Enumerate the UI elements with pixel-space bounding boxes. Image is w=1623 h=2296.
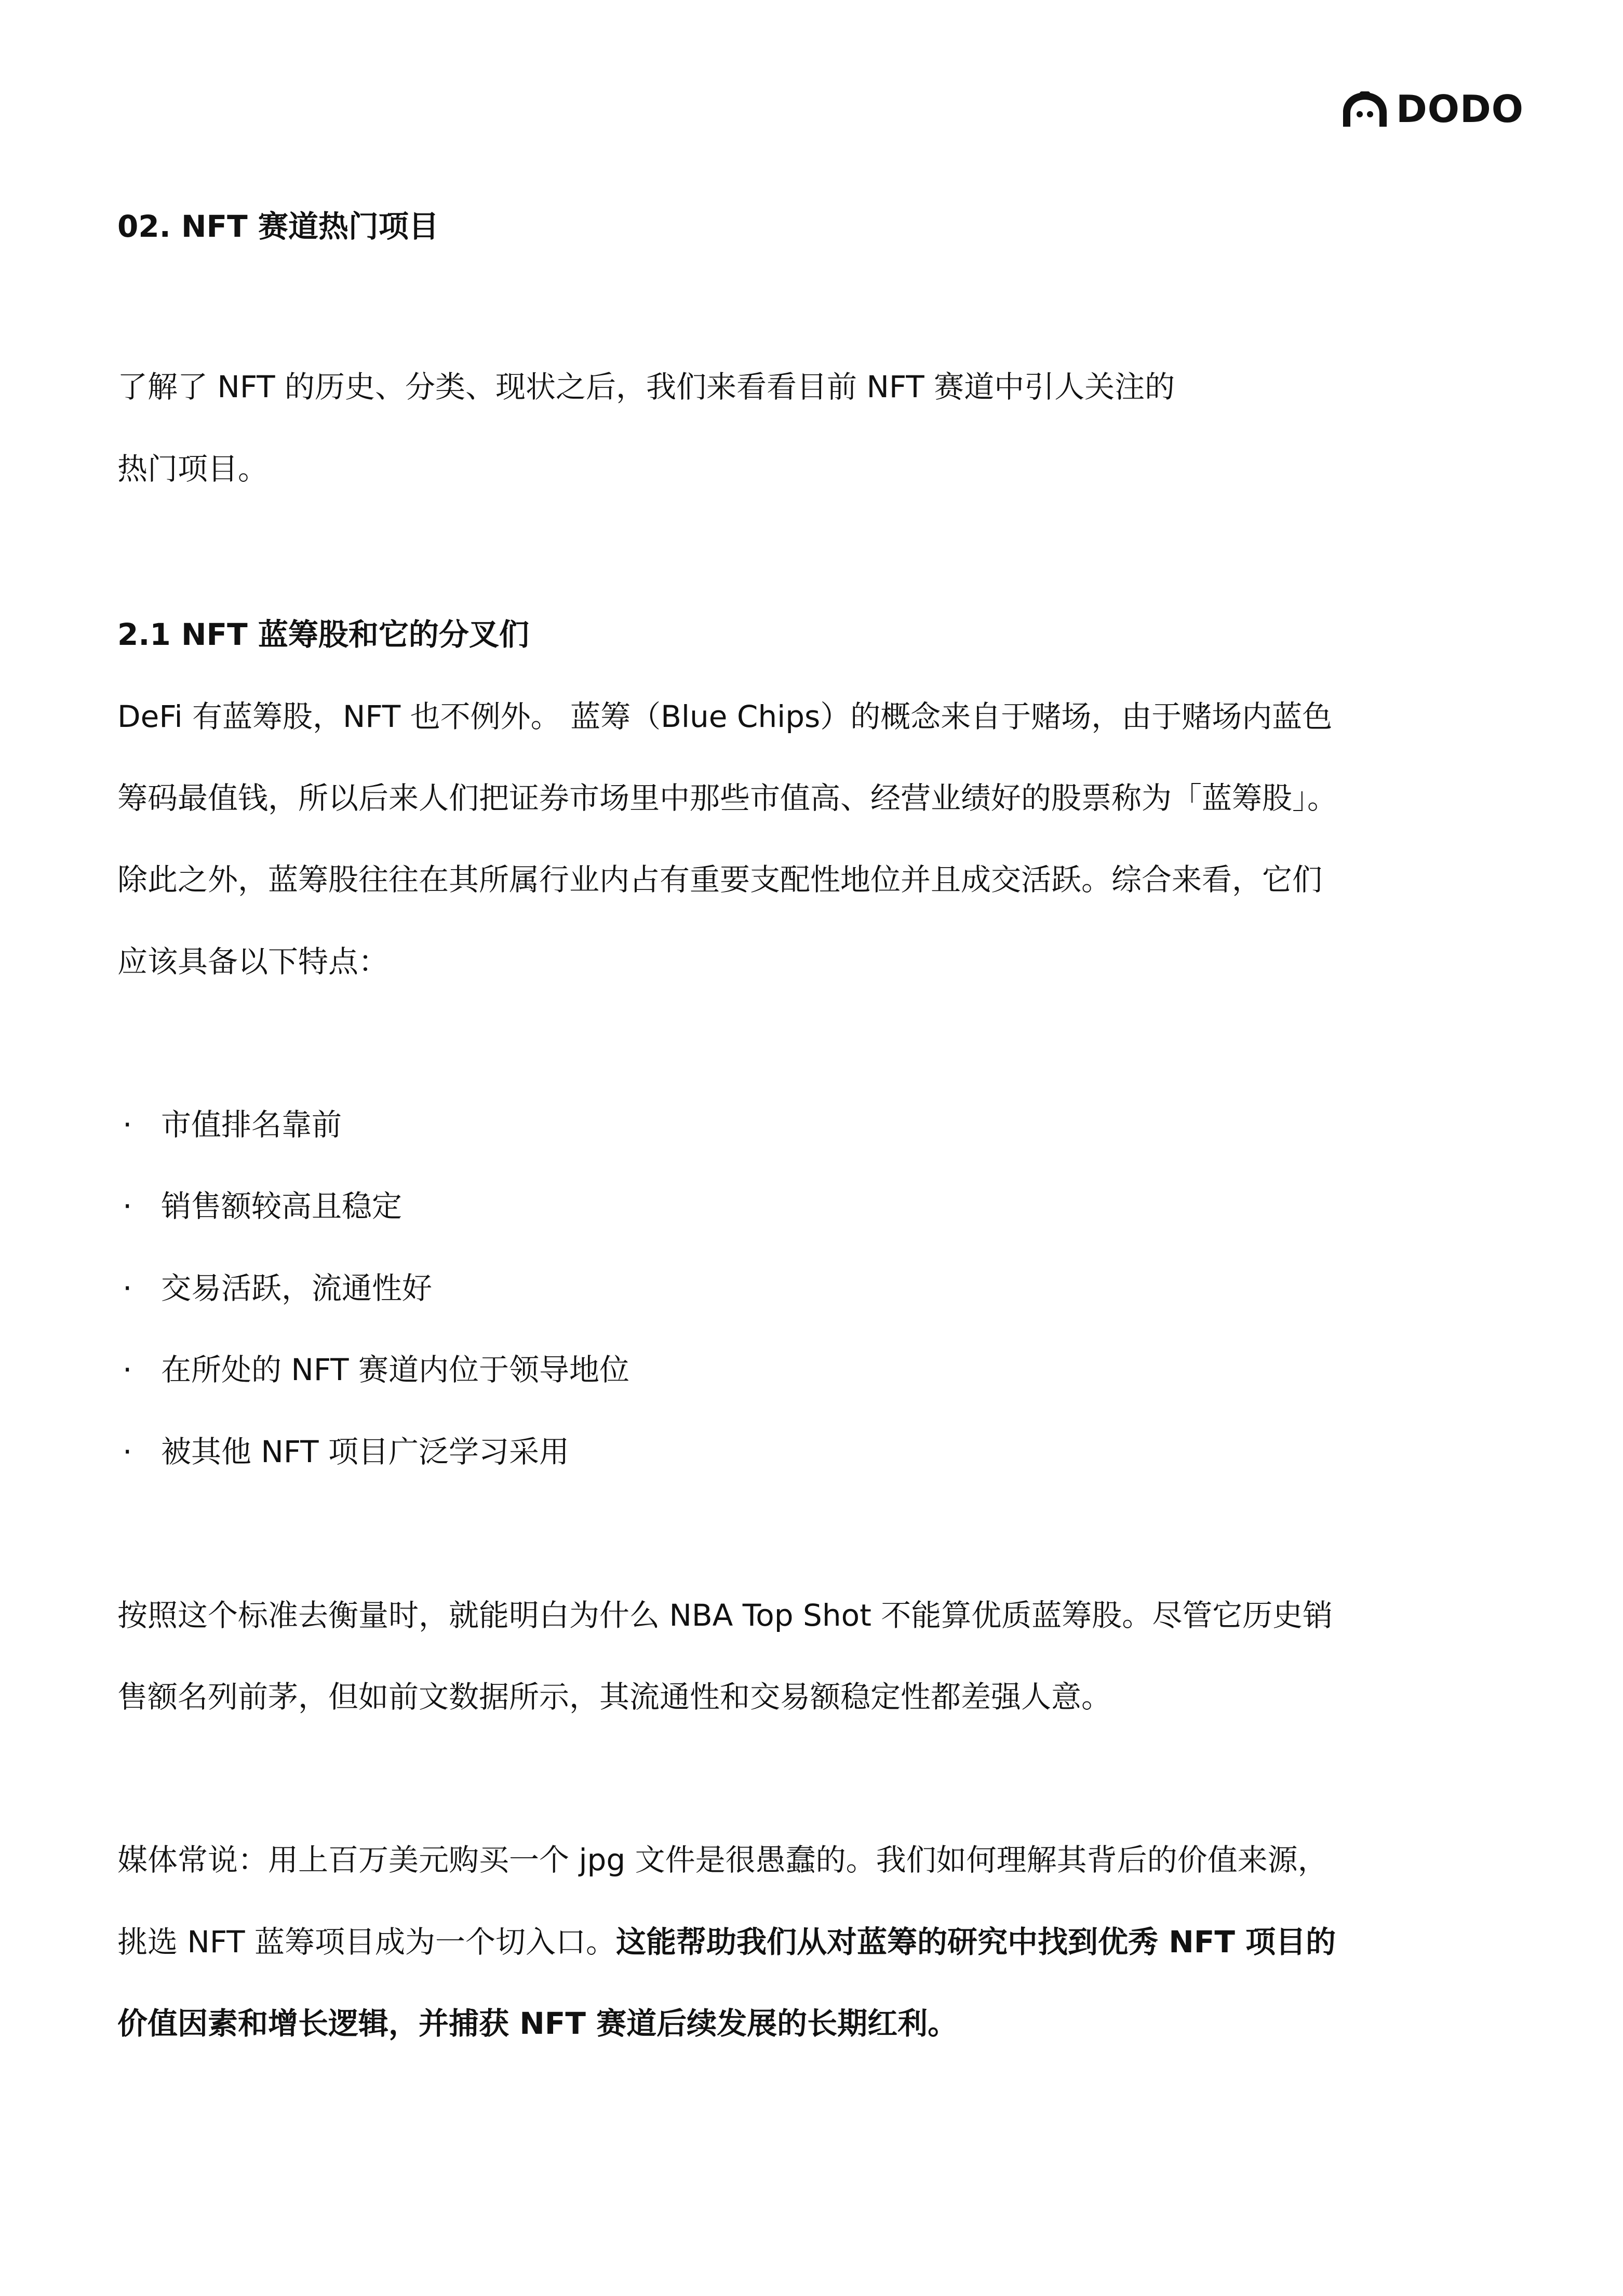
para1-line-1: DeFi 有蓝筹股，NFT 也不例外。 蓝筹（Blue Chips）的概念来自于赌场，由于赌场内蓝色 (117, 699, 1333, 734)
list-item-text: 被其他 NFT 项目广泛学习采用 (161, 1434, 570, 1469)
intro-line-1: 了解了 NFT 的历史、分类、现状之后，我们来看看目前 NFT 赛道中引人关注的 (117, 369, 1175, 404)
dodo-bird-icon (1340, 89, 1398, 129)
bullet-mark: · (123, 1107, 132, 1142)
brand-name: DODO (1396, 87, 1524, 131)
list-item-text: 销售额较高且稳定 (161, 1188, 403, 1224)
list-item-text: 市值排名靠前 (161, 1107, 342, 1142)
bullet-mark: · (123, 1271, 132, 1306)
list-item-text: 在所处的 NFT 赛道内位于领导地位 (161, 1352, 630, 1387)
list-item (123, 1431, 569, 1473)
para3-line-3-emphasis: 价值因素和增长逻辑，并捕获 NFT 赛道后续发展的长期红利。 (117, 2006, 958, 2041)
intro-line-2: 热门项目。 (117, 451, 269, 487)
para3-line-2 (117, 1921, 1336, 1963)
list-item (123, 1104, 342, 1145)
section-title: 02. NFT 赛道热门项目 (117, 209, 439, 244)
list-item (123, 1267, 432, 1309)
para3-line-3 (117, 2003, 958, 2044)
para1-line-2: 筹码最值钱，所以后来人们把证券市场里中那些市值高、经营业绩好的股票称为「蓝筹股」。 (117, 780, 1338, 816)
bullet-mark: · (123, 1188, 132, 1224)
para3-line-2-normal: 挑选 NFT 蓝筹项目成为一个切入口。 (117, 1924, 616, 1960)
bullet-mark: · (123, 1434, 132, 1469)
list-item (123, 1349, 629, 1390)
bullet-mark: · (123, 1352, 132, 1387)
list-item-text: 交易活跃，流通性好 (161, 1271, 433, 1306)
list-item (123, 1185, 402, 1227)
subsection-title: 2.1 NFT 蓝筹股和它的分叉们 (117, 617, 529, 652)
para3-line-1: 媒体常说：用上百万美元购买一个 jpg 文件是很愚蠢的。我们如何理解其背后的价值来源， (117, 1842, 1328, 1878)
para1-line-4: 应该具备以下特点： (117, 944, 389, 979)
para2-line-1: 按照这个标准去衡量时，就能明白为什么 NBA Top Shot 不能算优质蓝筹股。尽管它历史销 (117, 1598, 1333, 1633)
brand-logo (1340, 89, 1524, 129)
para3-line-2-emphasis: 这能帮助我们从对蓝筹的研究中找到优秀 NFT 项目的 (616, 1924, 1336, 1960)
para1-line-3: 除此之外，蓝筹股往往在其所属行业内占有重要支配性地位并且成交活跃。综合来看，它们 (117, 862, 1323, 897)
para2-line-2: 售额名列前茅，但如前文数据所示，其流通性和交易额稳定性都差强人意。 (117, 1679, 1112, 1714)
